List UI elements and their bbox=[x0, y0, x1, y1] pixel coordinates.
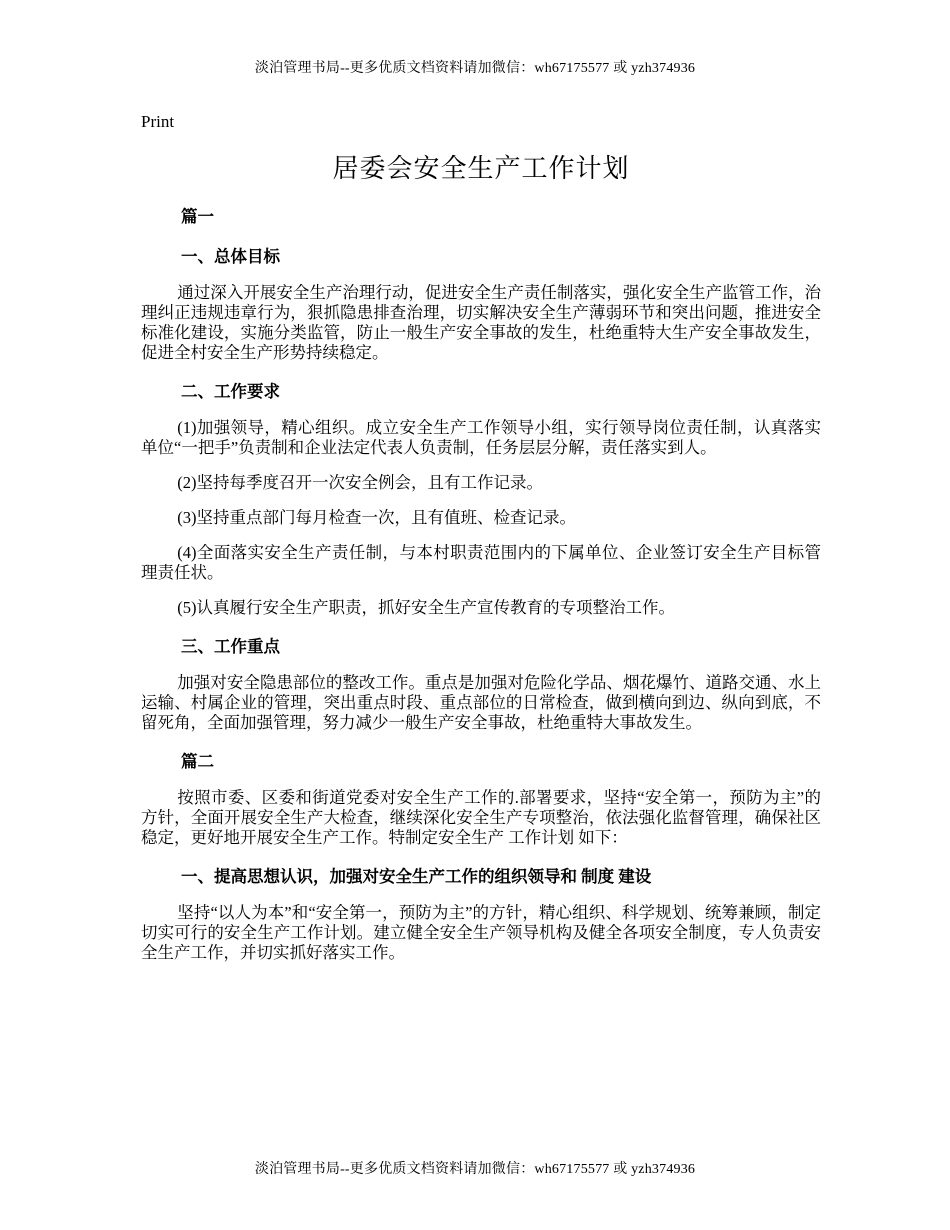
part2-intro-paragraph: 按照市委、区委和街道党委对安全生产工作的.部署要求，坚持“安全第一，预防为主”的方针，全面开展安全生产大检查，继续深化安全生产专项整治，依法强化监督管理，确保社区稳定，更好地开展安全生产工作。特制定安全生产 工作计划 如下： bbox=[141, 788, 821, 847]
page-header: 淡泊管理书局--更多优质文档资料请加微信：wh67175577 或 yzh374936 bbox=[254, 61, 696, 76]
part2-section1-paragraph: 坚持“以人为本”和“安全第一，预防为主”的方针，精心组织、科学规划、统筹兼顾，制定切实可行的安全生产工作计划。建立健全安全生产领导机构及健全各项安全制度，专人负责安全生产工作，并切实抓好落实工作。 bbox=[141, 903, 821, 962]
part1-requirement-item-1: (1)加强领导，精心组织。成立安全生产工作领导小组，实行领导岗位责任制，认真落实单位“一把手”负责制和企业法定代表人负责制，任务层层分解，责任落实到人。 bbox=[141, 418, 821, 457]
part1-requirement-item-3: (3)坚持重点部门每月检查一次，且有值班、检查记录。 bbox=[177, 508, 577, 527]
part1-section1-paragraph: 通过深入开展安全生产治理行动，促进安全生产责任制落实，强化安全生产监管工作，治理纠正违规违章行为，狠抓隐患排查治理，切实解决安全生产薄弱环节和突出问题，推进安全标准化建设，实施分类监管，防止一般生产安全事故的发生，杜绝重特大生产安全事故发生，促进全村安全生产形势持续稳定。 bbox=[141, 283, 821, 362]
part1-section1-heading: 一、总体目标 bbox=[181, 247, 280, 266]
part1-heading: 篇一 bbox=[181, 207, 214, 226]
part1-section3-heading: 三、工作重点 bbox=[181, 637, 280, 656]
document-body bbox=[141, 112, 821, 978]
part1-requirement-item-4: (4)全面落实安全生产责任制，与本村职责范围内的下属单位、企业签订安全生产目标管理责任状。 bbox=[141, 543, 821, 582]
part2-heading: 篇二 bbox=[181, 752, 214, 771]
part1-requirement-item-2: (2)坚持每季度召开一次安全例会，且有工作记录。 bbox=[177, 473, 544, 492]
part1-section3-paragraph: 加强对安全隐患部位的整改工作。重点是加强对危险化学品、烟花爆竹、道路交通、水上运输、村属企业的管理，突出重点时段、重点部位的日常检查，做到横向到边、纵向到底，不留死角，全面加强管理，努力减少一般生产安全事故，杜绝重特大事故发生。 bbox=[141, 673, 821, 732]
print-label: Print bbox=[141, 112, 175, 131]
part1-requirement-item-5: (5)认真履行安全生产职责，抓好安全生产宣传教育的专项整治工作。 bbox=[177, 598, 676, 617]
document-title: 居委会安全生产工作计划 bbox=[332, 154, 630, 183]
part2-section1-heading: 一、提高思想认识，加强对安全生产工作的组织领导和 制度 建设 bbox=[181, 867, 652, 886]
page-footer: 淡泊管理书局--更多优质文档资料请加微信：wh67175577 或 yzh374936 bbox=[254, 1162, 696, 1177]
part1-section2-heading: 二、工作要求 bbox=[181, 382, 280, 401]
